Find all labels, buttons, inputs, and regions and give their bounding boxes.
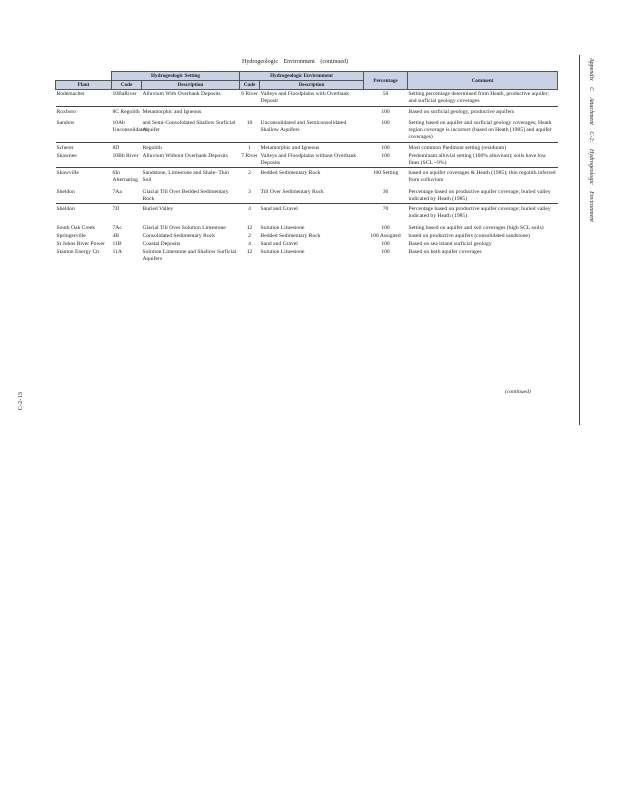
env-description-cell: Sand and Gravel (260, 204, 364, 221)
setting-description-cell: Buried Valley (142, 204, 240, 221)
comment-cell: Percentage based on productive aquifer coverage; buried valley indicated by Heath (1985) (408, 204, 558, 221)
setting-code-cell: 10Bb River (112, 152, 139, 159)
plant-cell: Roxboro (56, 106, 112, 116)
setting-code-header: Code (112, 81, 142, 90)
comment-cell: Based on surficial geology, productive aquifers (408, 106, 558, 116)
setting-description-cell: Sandstone, Limestone and Shale- Thin Soil (142, 168, 240, 185)
percentage-cell: 100 (364, 142, 408, 152)
env-description-cell: Bedded Sedimentary Rock (260, 232, 321, 239)
env-code-cell: 2 (248, 232, 251, 239)
plant-cell: Shawville (56, 168, 112, 185)
setting-description-cell: Coastal Deposits (142, 240, 181, 247)
plant-cell: Shawnee (56, 152, 77, 159)
env-description-cell: Unconsolidated and Semiconsolidated Shallow Aquifers (260, 120, 347, 133)
env-code-cell: 1 (240, 142, 260, 152)
env-code-cell: 3 (248, 188, 251, 195)
comment-cell: Most common Piedmont setting (residuum) (408, 142, 558, 152)
comment-cell: based on aquifer coverages & Heath (1985); thin regolith inferred from colluvium (408, 168, 558, 185)
table-row (56, 142, 558, 152)
comment-header: Comment (408, 72, 558, 90)
env-description-cell: Metamorphic and Igneous (260, 142, 364, 152)
table-row (56, 221, 558, 233)
side-running-header: Appendix C Attachment C-2: Hydrogeologic Environment (588, 58, 594, 222)
comment-cell: Setting based on aquifer and surficial geology coverages; Heath region coverage is incorrect (based on Heath [1985] and aquifer coverages) (408, 120, 552, 140)
env-description-cell: Valleys and Floodplains with Overbank Deposit (260, 91, 350, 104)
group-header-row (56, 72, 558, 81)
comment-cell: Predominant alluvial setting (100% alluvium); soils have low fines (SCL ~9%) (408, 152, 547, 166)
comment-cell: Percentage based on productive aquifer coverage; buried valley indicated by Heath (1985) (408, 188, 551, 202)
env-code-cell: 12 (246, 248, 253, 255)
setting-code-cell: 4B (112, 232, 120, 239)
setting-description-cell: Alluvium Without Overbank Deposits (142, 152, 228, 159)
env-description-cell: Solution Limestone (260, 224, 305, 231)
table-row (56, 185, 558, 204)
comment-cell: Setting based on aquifer and soil coverages (high SCL soils) (408, 224, 544, 231)
setting-code-cell: 7Ac (112, 224, 122, 231)
env-description-cell: Sand and Gravel (260, 240, 298, 247)
env-code-cell: 12 (246, 224, 253, 231)
table-row (56, 152, 558, 168)
setting-code-cell: 8D (112, 142, 142, 152)
setting-code-cell: 6In Alternating (112, 168, 142, 185)
plant-cell: South Oak Creek (56, 224, 96, 231)
setting-description-header: Description (142, 81, 240, 90)
comment-cell: based on productive aquifers (consolidated sandstone) (408, 232, 530, 239)
environment-group-header: Hydrogeologic Environment (240, 72, 364, 81)
env-description-cell: Valleys and Floodplains without Overbank Deposits (260, 152, 357, 166)
setting-code-cell: 11B (112, 240, 122, 247)
percentage-cell: 100 (381, 240, 390, 247)
env-code-cell: 6 River (241, 91, 258, 97)
env-description-cell: Till Over Sedimentary Rock (260, 188, 324, 195)
table-row (56, 168, 558, 185)
comment-cell: Setting percentage determined from Heath, productive aquifer; and surficial geology coverages (408, 91, 550, 104)
setting-description-cell: Consolidated Sedimentary Rock (142, 232, 215, 239)
setting-description-cell: Alluvium With Overbank Deposits (142, 91, 221, 97)
percentage-cell: 100 (381, 152, 390, 159)
table-row (56, 240, 558, 248)
percentage-cell: 50 (382, 91, 389, 97)
setting-description-cell: and Semi-Consolidated Shallow Surficial Aquifer (142, 120, 236, 133)
setting-description-cell: Metamorphic and Igneous (142, 106, 240, 116)
table-row (56, 248, 558, 263)
setting-description-cell: Regolith (142, 142, 240, 152)
table-row (56, 116, 558, 142)
percentage-cell: 100 (381, 120, 390, 126)
percentage-cell: 100 Assigned (370, 232, 401, 239)
env-code-cell (240, 106, 260, 116)
table-row (56, 232, 558, 240)
env-code-cell: 4 (248, 240, 251, 247)
env-description-cell (260, 106, 364, 116)
setting-code-cell: 8C Regolith (112, 106, 142, 116)
header-spacer (56, 72, 112, 81)
plant-cell: Scherer (56, 142, 112, 152)
page-number: C-2-13 (17, 392, 24, 411)
env-description-cell: Solution Limestone (260, 248, 305, 255)
setting-code-cell: 7D (112, 204, 142, 221)
env-code-header: Code (240, 81, 260, 90)
plant-cell: Sandow (56, 120, 75, 126)
plant-cell: Rodemacher (56, 91, 85, 97)
env-code-cell: 7 River (241, 152, 258, 159)
margin-rule (579, 55, 580, 425)
plant-cell: St Johns River Power (56, 240, 105, 247)
setting-description-cell: Solution Limestone and Shallow Surficial Aquifers (142, 248, 237, 262)
comment-cell: Based on both aquifer coverages (408, 248, 482, 255)
percentage-cell: 100 (381, 248, 390, 255)
plant-header: Plant (56, 81, 112, 90)
hydrogeologic-table (55, 71, 558, 263)
env-code-cell: 4 (240, 204, 260, 221)
percentage-cell: 100 (381, 224, 390, 231)
plant-cell: Sheldon (56, 204, 112, 221)
comment-cell: Based on sea island surficial geology (408, 240, 492, 247)
table-row (56, 106, 558, 116)
percentage-header: Percentage (364, 72, 408, 90)
setting-code-cell: 10Ab Unconsolidated (112, 120, 148, 133)
percentage-cell: 100 (364, 106, 408, 116)
env-code-cell: 10 (246, 120, 253, 126)
env-code-cell: 2 (240, 168, 260, 185)
continued-note: (continued) (505, 389, 531, 395)
setting-description-cell: Glacial Till Over Solution Limestone (142, 224, 226, 231)
setting-description-cell: Glacial Till Over Bedded Sedimentary Rock (142, 188, 229, 202)
setting-code-cell: 7Aa (112, 188, 122, 195)
page-title: Hydrogeologic Environment (continued) (242, 59, 348, 65)
plant-cell: Stanton Energy Ctr (56, 248, 100, 255)
percentage-cell: 100 Setting (364, 168, 408, 185)
setting-code-cell: 10BaRiver (112, 91, 137, 97)
percentage-cell: 70 (364, 204, 408, 221)
percentage-cell: 30 (382, 188, 389, 195)
table-row (56, 204, 558, 221)
plant-cell: Springerville (56, 232, 86, 239)
setting-group-header: Hydrogeologic Setting (112, 72, 240, 81)
env-description-header: Description (260, 81, 364, 90)
plant-cell: Sheldon (56, 188, 75, 195)
setting-code-cell: 11A (112, 248, 122, 255)
env-description-cell: Bedded Sedimentary Rock (260, 168, 364, 185)
table-row (56, 90, 558, 107)
